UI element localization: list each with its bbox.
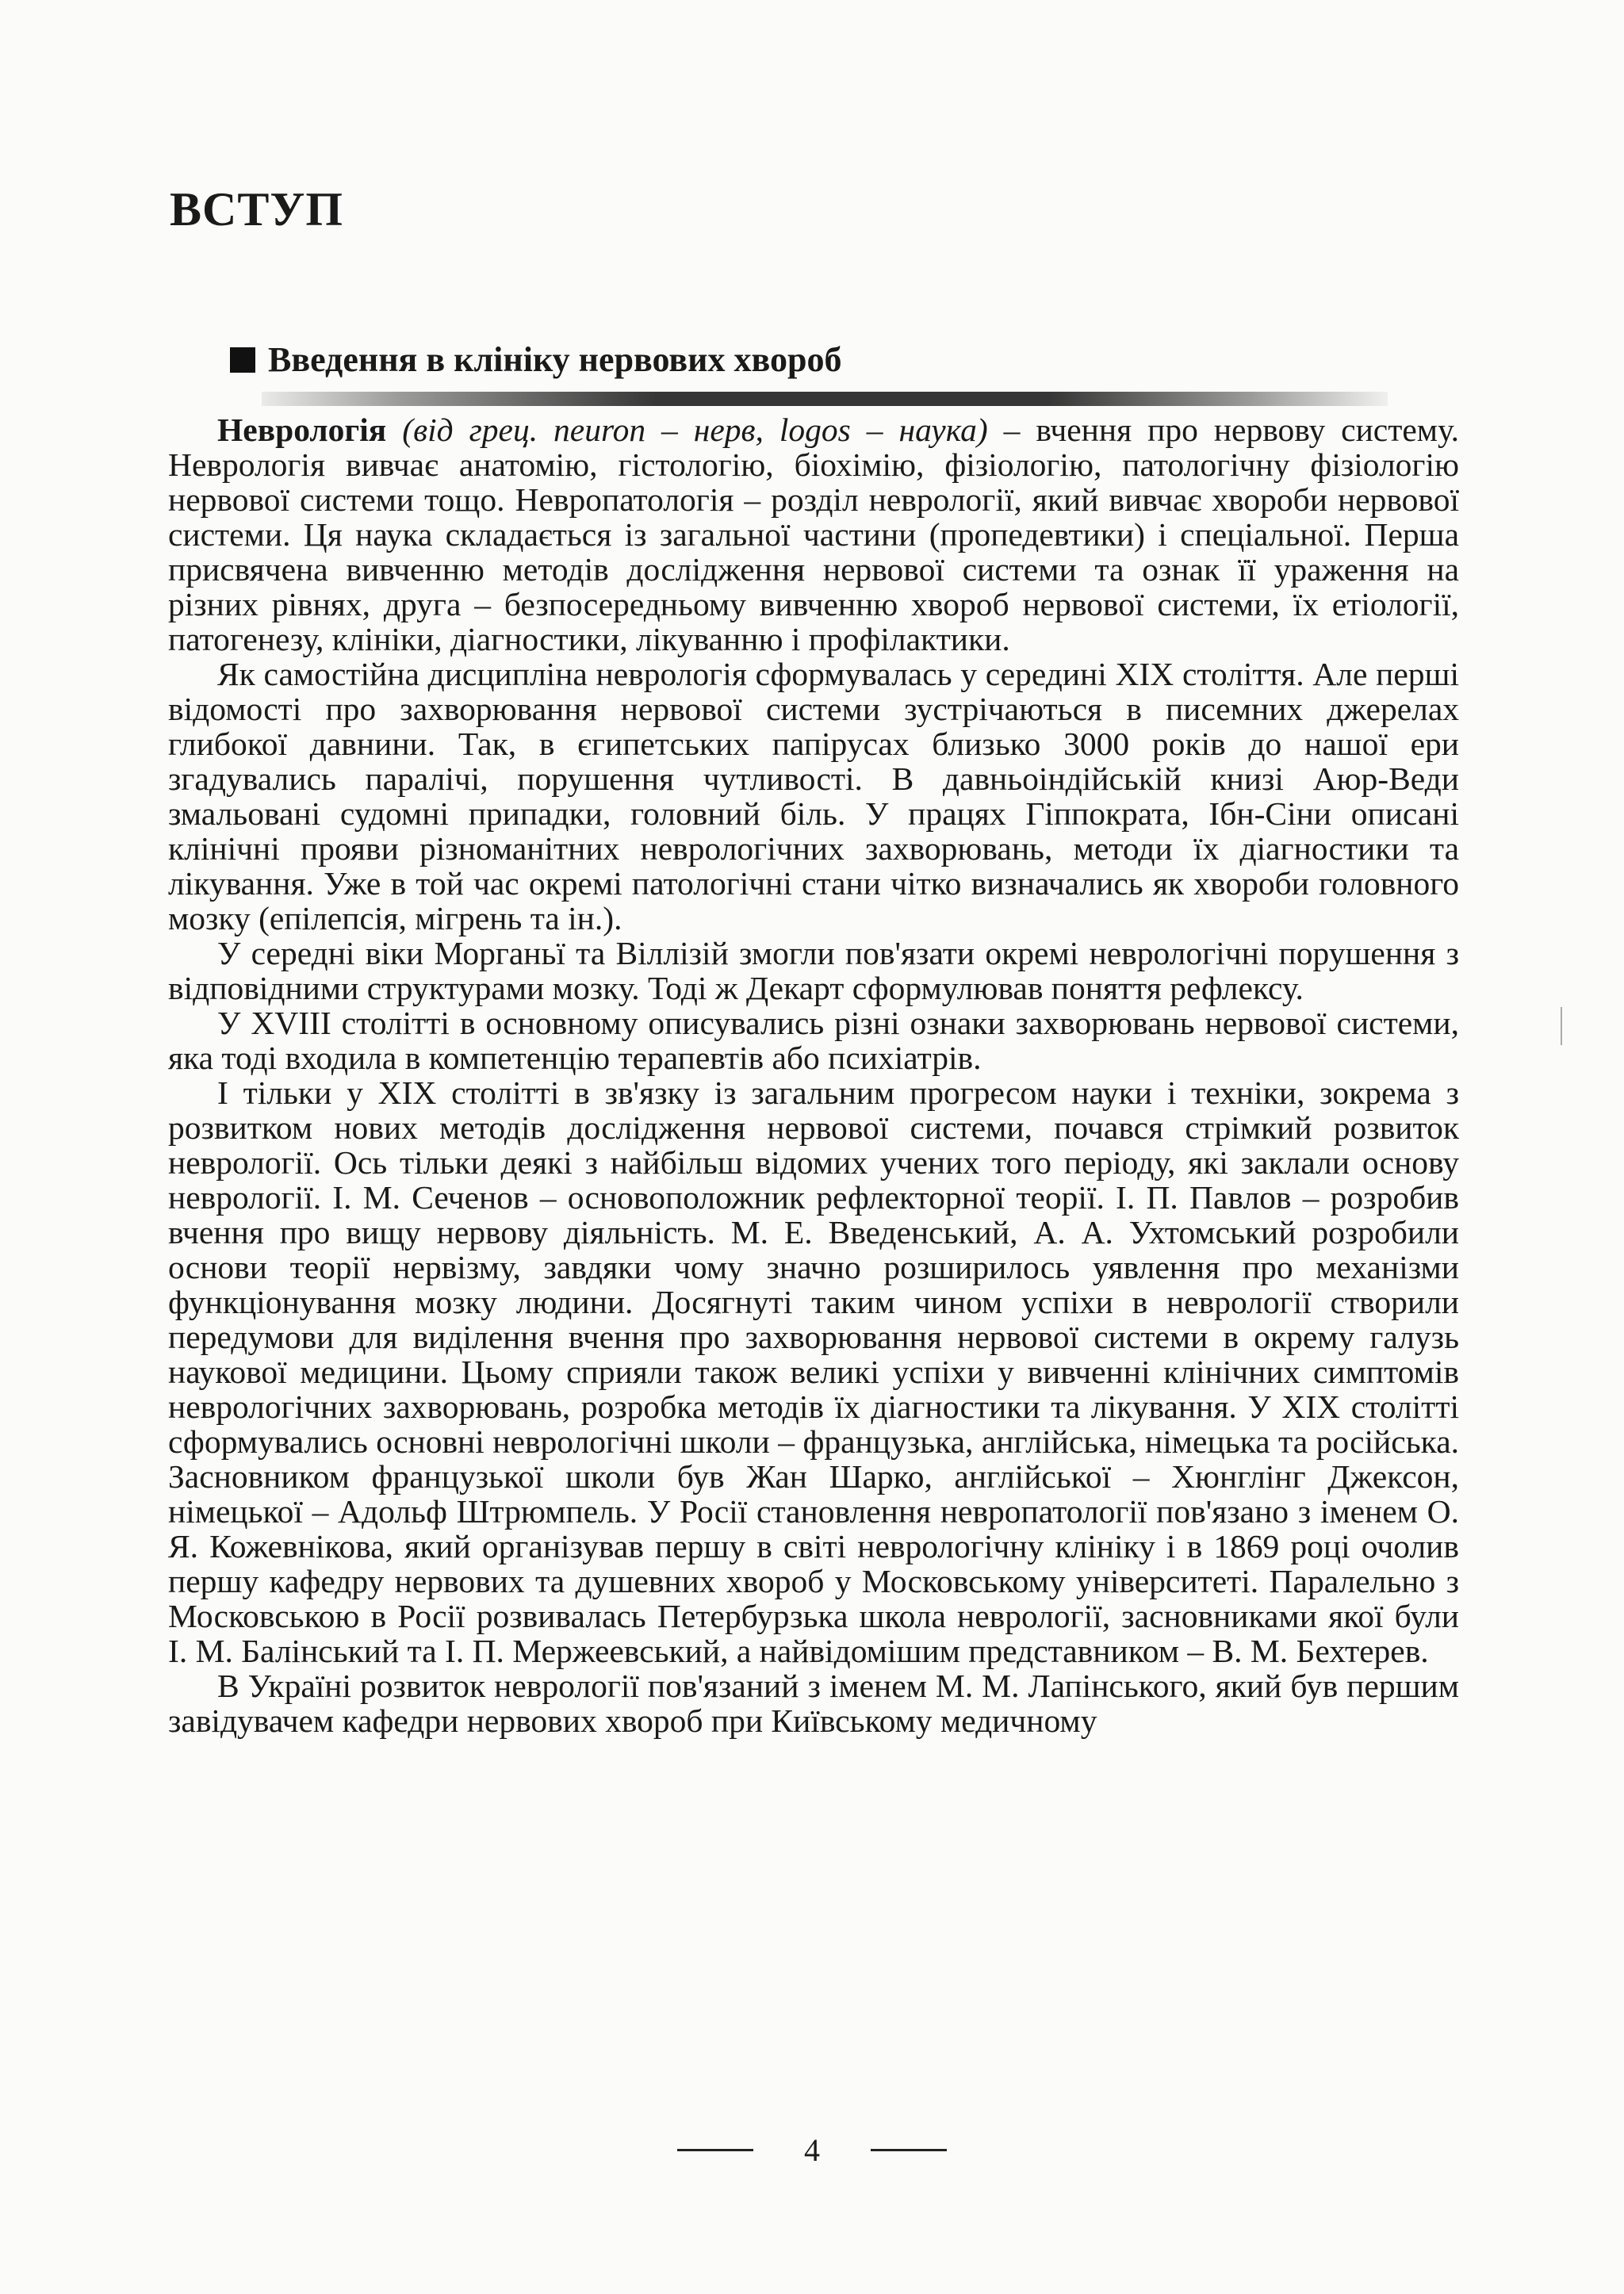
scan-margin-mark xyxy=(1561,1007,1562,1045)
body-text xyxy=(168,412,1459,1738)
term-etymology: (від грец. neuron – нерв, logos – наука) xyxy=(402,412,988,448)
paragraph: І тільки у XIX столітті в зв'язку із загальним прогресом науки і техніки, зокрема з розвитком нових методів дослідження нервової системи, почався стрімкий розвиток неврології. Ось тільки деякі з найбільш відомих учених того періоду, які заклали основу неврології. І. М. Сеченов – основоположник рефлекторної теорії. І. П. Павлов – розробив вчення про вищу нервову діяльність. М. Е. Введенський, А. А. Ухтомський розробили основи теорії нервізму, завдяки чому значно розширилось уявлення про механізми функціонування мозку людини. Досягнуті таким чином успіхи в неврології створили передумови для виділення вчення про захворювання нервової системи в окрему галузь наукової медицини. Цьому сприяли також великі успіхи у вивченні клінічних симптомів неврологічних захворювань, розробка методів їх діагностики та лікування. У XIX столітті сформувались основні неврологічні школи – французька, англійська, німецька та російська. Засновником французької школи був Жан Шарко, англійської – Хюнглінг Джексон, німецької – Адольф Штрюмпель. У Росії становлення невропатології пов'язано з іменем О. Я. Кожевнікова, який організував першу в світі неврологічну клініку і в 1869 році очолив першу кафедру нервових та душевних хвороб у Московському університеті. Паралельно з Московською в Росії розвивалась Петербурзька школа неврології, засновниками якої були І. М. Балінський та І. П. Мержеевський, а найвідомішим представником – В. М. Бехтерев. xyxy=(168,1074,1459,1669)
square-bullet-icon xyxy=(230,347,255,373)
paragraph: У середні віки Морганьї та Віллізій змогли пов'язати окремі неврологічні порушення з відповідними структурами мозку. Тоді ж Декарт сформулював поняття рефлексу. xyxy=(168,935,1459,1006)
intro-text: – вчення про нервову систему. Неврологія вивчає анатомію, гістологію, біохімію, фізіологію, патологічну фізіологію нервової системи тощо. Невропатологія – розділ неврології, який вивчає хвороби нервової системи. Ця наука складається із загальної частини (пропедевтики) і спеціальної. Перша присвячена вивченню методів дослідження нервової системи та ознак її ураження на різних рівнях, друга – безпосередньому вивченню хвороб нервової системи, їх етіології, патогенезу, клініки, діагностики, лікуванню і профілактики. xyxy=(168,412,1460,657)
chapter-title: ВСТУП xyxy=(170,183,344,236)
footer-rule-right xyxy=(871,2149,947,2151)
paragraph-intro xyxy=(168,412,1459,657)
page-footer xyxy=(0,2131,1624,2169)
paragraph: У XVIII столітті в основному описувались різні ознаки захворювань нервової системи, яка тоді входила в компетенцію терапевтів або психіатрів. xyxy=(168,1005,1459,1076)
page-number: 4 xyxy=(804,2132,820,2168)
footer-rule-left xyxy=(677,2149,753,2151)
section-heading xyxy=(230,339,841,380)
section-heading-text: Введення в клініку нервових хвороб xyxy=(268,340,842,379)
defined-term: Неврологія xyxy=(217,412,387,448)
paragraph: Як самостійна дисципліна неврологія сформувалась у середині XIX століття. Але перші відомості про захворювання нервової системи зустрічаються в писемних джерелах глибокої давнини. Так, в єгипетських папірусах близько 3000 років до нашої ери згадувались паралічі, порушення чутливості. В давньоіндійській книзі Аюр-Веди змальовані судомні припадки, головний біль. У працях Гіппократа, Ібн-Сіни описані клінічні прояви різноманітних неврологічних захворювань, методи їх діагностики та лікування. Уже в той час окремі патологічні стани чітко визначались як хвороби головного мозку (епілепсія, мігрень та ін.). xyxy=(168,656,1459,936)
paragraph: В Україні розвиток неврології пов'язаний з іменем М. М. Лапінського, який був першим завідувачем кафедри нервових хвороб при Київському медичному xyxy=(168,1668,1459,1739)
heading-underline-rule xyxy=(262,392,1388,406)
